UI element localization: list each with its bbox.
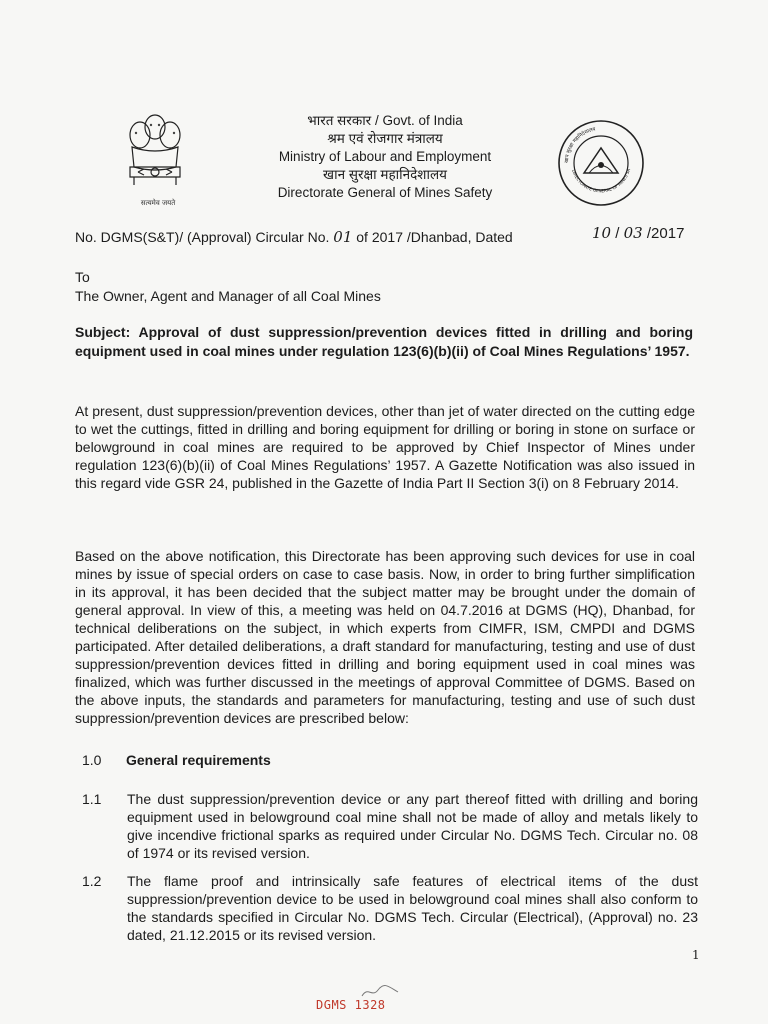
date-year: /2017 [646,225,685,242]
to-label: To [75,269,90,285]
body-paragraph: Based on the above notification, this Directorate has been approving such devices for use in coal mines by issue of special orders on case to case basis. Now, in order to bring further simplification in its approval, it has been decided that the subject matter may be brought under the domain of general approval. In view of this, a meeting was held on 04.7.2016 at DGMS (HQ), Dhanbad, for technical deliberations on the subject, in which experts from CIMFR, ISM, CMPDI and DGMS participated. After detailed deliberations, a draft standard for manufacturing, testing and use of dust suppression/prevention devices fitted in drilling and boring equipment used in coal mines was finalized, which was further discussed in the meetings of approval Committee of DGMS. Based on the above inputs, the standards and parameters for manufacturing, testing and use of such dust suppression/prevention devices are prescribed below: [75,548,695,726]
item-text: The dust suppression/prevention device or any part thereof fitted with drilling and boring equipment used in belowground coal mine shall not be made of alloy and metals likely to give incendive frictional sparks as required under Circular No. DGMS Tech. Circular no. 08 of 1974 or its revised version. [127,791,698,861]
date-month: 03 [623,224,643,242]
national-emblem-icon [120,105,190,210]
ministry-hindi: श्रम एवं रोजगार मंत्रालय [327,131,443,146]
recipient: The Owner, Agent and Manager of all Coal Mines [75,288,381,304]
section-title: General requirements [126,752,271,768]
circular-number: 01 [333,228,353,246]
dgms-stamp-number: DGMS 1328 [316,998,386,1012]
svg-text:DIRECTORATE GENERAL OF MINES S: DIRECTORATE GENERAL OF MINES SA [570,168,632,194]
item-number: 1.1 [82,791,102,807]
page-number: 1 [692,948,700,962]
ref-prefix: No. DGMS(S&T)/ (Approval) Circular No. [75,229,334,245]
body-paragraph: At present, dust suppression/prevention devices, other than jet of water directed on the cutting edge to wet the cuttings, fitted in drilling and boring equipment for drilling or boring in stone on surface or belowground in coal mines are required to be approved by Chief Inspector of Mines under regulation 123(6)(b)(ii) of Coal Mines Regulations’ 1957. A Gazette Notification was also issued in this regard vide GSR 24, published in the Gazette of India Part II Section 3(i) on 8 February 2014. [75,403,695,491]
govt-line: भारत सरकार / Govt. of India [307,113,463,128]
circular-date: 10 / 03 /2017 [592,224,685,242]
letterhead [250,112,520,202]
item-text: The flame proof and intrinsically safe features of electrical items of the dust suppression/prevention device to be used in belowground coal mines shall also conform to the standards specified in Circular No. DGMS Tech. Circular (Electrical), (Approval) no. 23 dated, 21.12.2015 or its revised version. [127,873,698,943]
svg-text:खान सुरक्षा महानिदेशालय: खान सुरक्षा महानिदेशालय [563,126,597,164]
dept-name: Directorate General of Mines Safety [277,185,493,200]
requirement-item [82,872,698,944]
dgms-seal-icon [556,118,646,208]
dept-hindi: खान सुरक्षा महानिदेशालय [323,167,447,182]
ref-suffix: of 2017 /Dhanbad, Dated [352,229,513,245]
addressee [75,268,381,306]
circular-reference [75,224,705,246]
section-number: 1.0 [82,752,102,768]
section-heading [82,752,271,768]
emblem-caption: सत्यमेव जयते [140,199,176,207]
ministry-name: Ministry of Labour and Employment [278,149,492,164]
date-day: 10 [592,224,612,242]
subject-line: Subject: Approval of dust suppression/prevention devices fitted in drilling and boring equipment used in coal mines under regulation 123(6)(b)(ii) of Coal Mines Regulations’ 1957. [75,324,693,359]
item-number: 1.2 [82,873,102,889]
requirement-item [82,790,698,862]
